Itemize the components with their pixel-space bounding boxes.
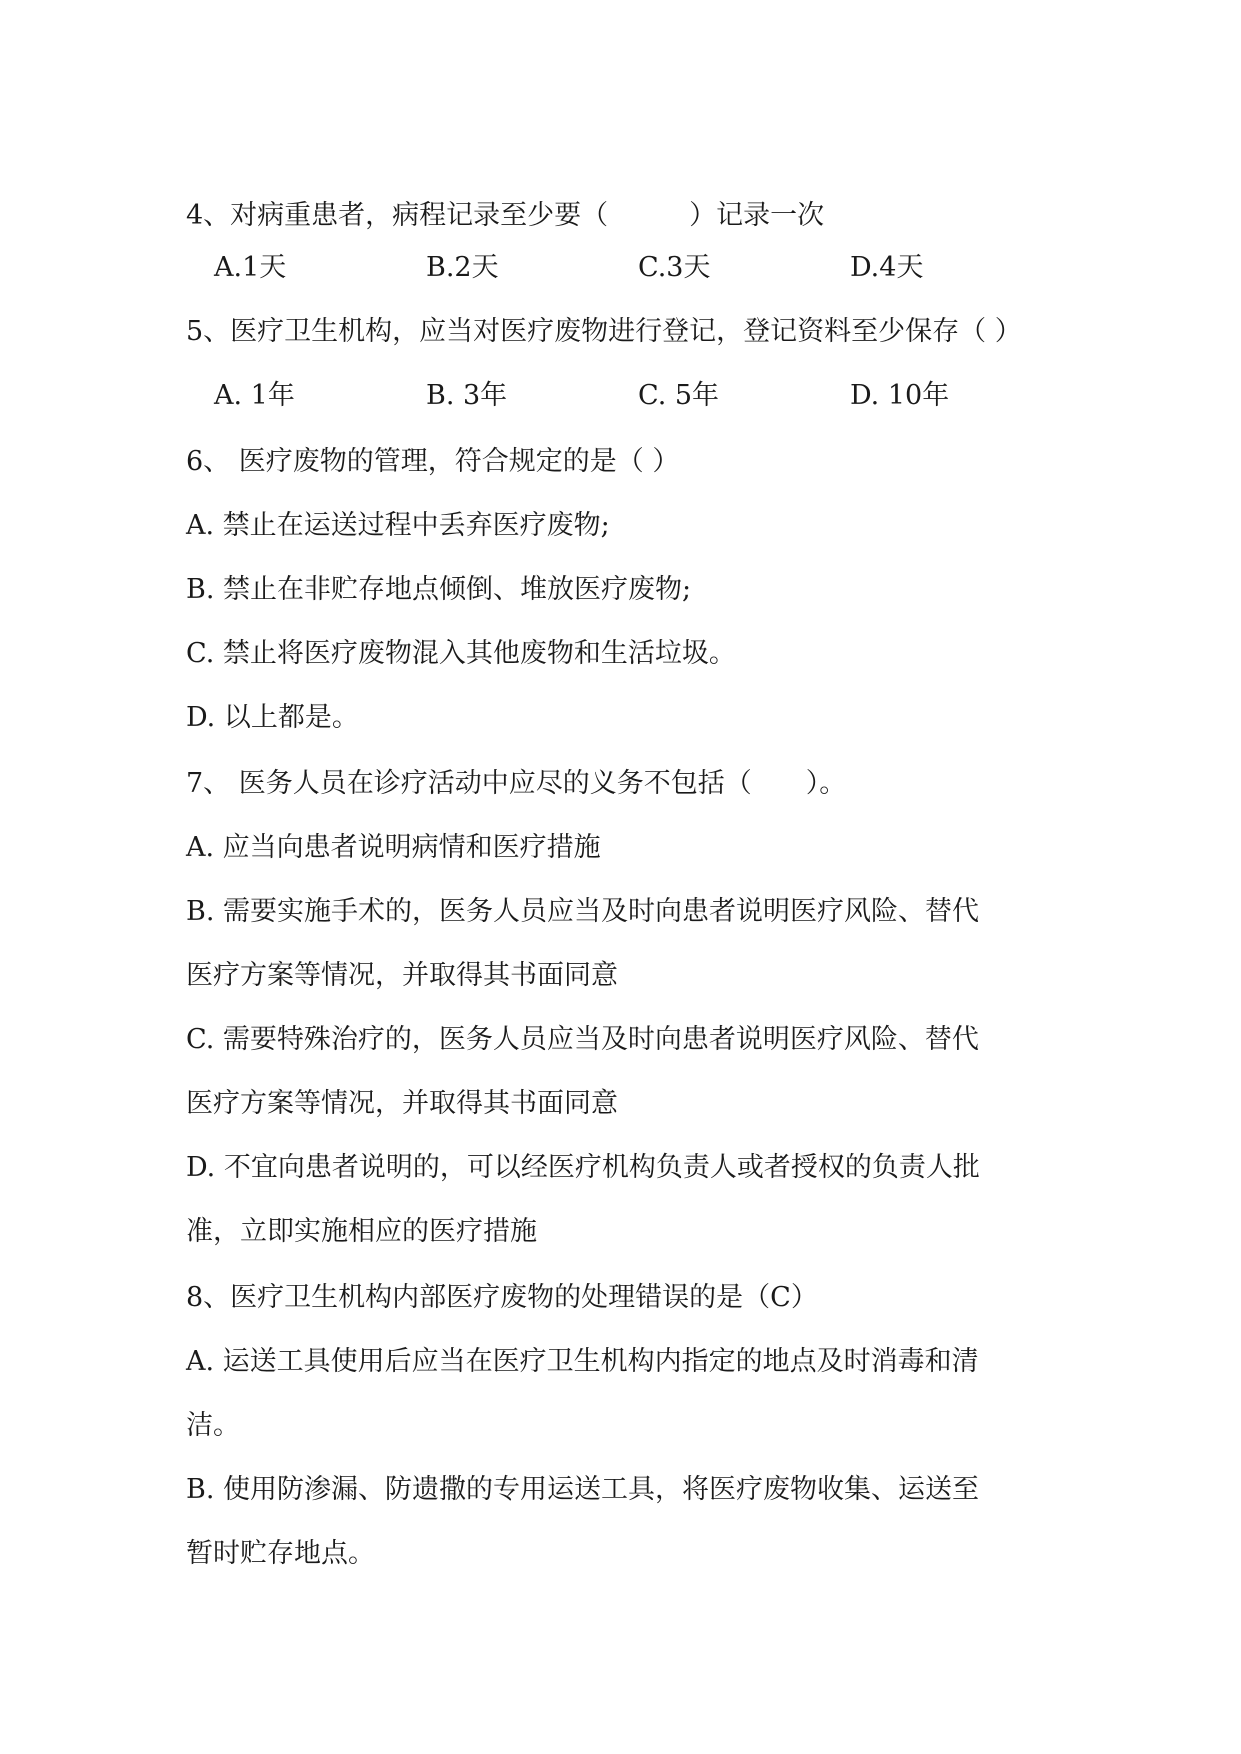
question-7-option-b: B. 需要实施手术的，医务人员应当及时向患者说明医疗风险、替代 (186, 896, 980, 927)
question-7-option-d-cont: 准，立即实施相应的医疗措施 (186, 1216, 537, 1247)
question-5-option-a: A. 1年 (214, 380, 295, 411)
question-4-option-b: B.2天 (426, 252, 499, 283)
question-6-option-a: A. 禁止在运送过程中丢弃医疗废物; (186, 510, 610, 541)
question-8-option-b-cont: 暂时贮存地点。 (186, 1538, 375, 1569)
question-5-option-c: C. 5年 (638, 380, 720, 411)
question-7-stem: 7、 医务人员在诊疗活动中应尽的义务不包括（ ）。 (186, 768, 847, 799)
question-5-option-d: D. 10年 (850, 380, 950, 411)
question-8-option-a: A. 运送工具使用后应当在医疗卫生机构内指定的地点及时消毒和清 (186, 1346, 979, 1377)
question-4-option-d: D.4天 (850, 252, 924, 283)
question-6-option-d: D. 以上都是。 (186, 702, 359, 733)
question-7-option-c-cont: 医疗方案等情况，并取得其书面同意 (186, 1088, 618, 1119)
question-7-option-c: C. 需要特殊治疗的，医务人员应当及时向患者说明医疗风险、替代 (186, 1024, 979, 1055)
question-7-option-b-cont: 医疗方案等情况，并取得其书面同意 (186, 960, 618, 991)
question-4-option-a: A.1天 (214, 252, 287, 283)
question-7-option-d: D. 不宜向患者说明的，可以经医疗机构负责人或者授权的负责人批 (186, 1152, 980, 1183)
question-6-option-b: B. 禁止在非贮存地点倾倒、堆放医疗废物; (186, 574, 692, 605)
question-4-options (214, 248, 1014, 288)
question-8-option-b: B. 使用防渗漏、防遗撒的专用运送工具，将医疗废物收集、运送至 (186, 1474, 980, 1505)
question-6-stem: 6、 医疗废物的管理，符合规定的是（ ） (186, 446, 680, 477)
question-8-stem: 8、医疗卫生机构内部医疗废物的处理错误的是（C） (186, 1282, 818, 1313)
question-8-option-a-cont: 洁。 (186, 1410, 240, 1441)
question-4-stem: 4、对病重患者，病程记录至少要（ ）记录一次 (186, 200, 825, 231)
question-6-option-c: C. 禁止将医疗废物混入其他废物和生活垃圾。 (186, 638, 736, 669)
question-5-stem: 5、医疗卫生机构，应当对医疗废物进行登记，登记资料至少保存（ ） (186, 316, 1022, 347)
question-4-option-c: C.3天 (638, 252, 711, 283)
question-5-options (214, 376, 1014, 416)
question-5-option-b: B. 3年 (426, 380, 508, 411)
question-7-option-a: A. 应当向患者说明病情和医疗措施 (186, 832, 601, 863)
